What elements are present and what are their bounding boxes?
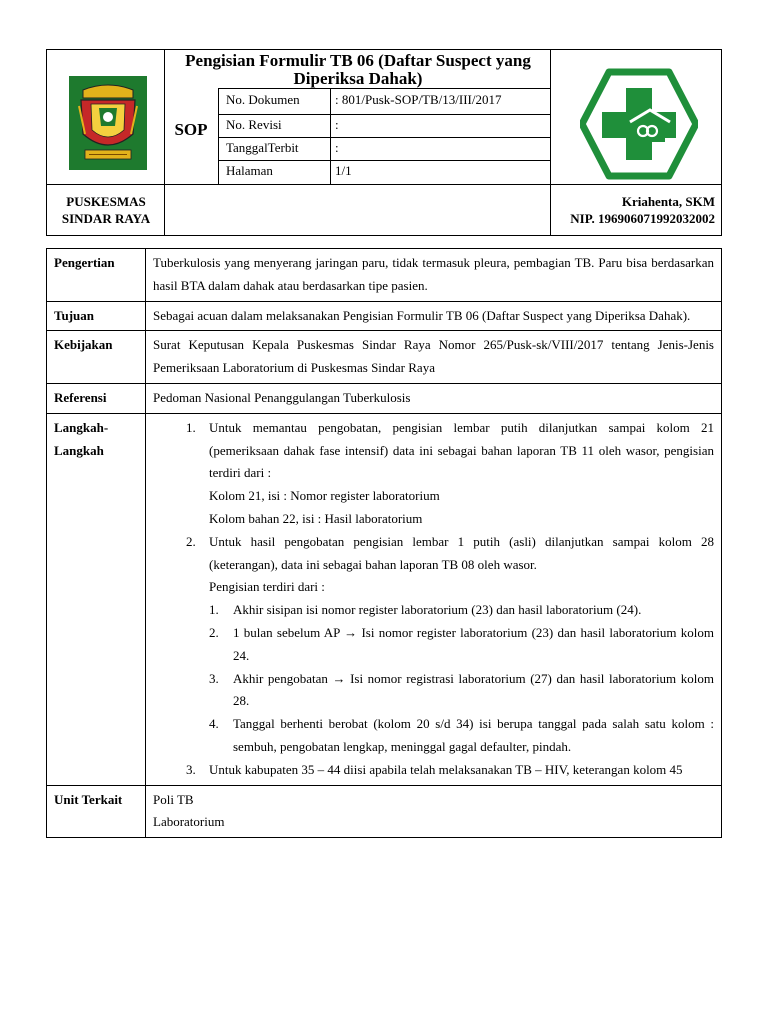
meta-label-tanggal-terbit: TanggalTerbit bbox=[226, 140, 299, 155]
row-label-langkah bbox=[47, 413, 146, 785]
header-divider bbox=[218, 88, 550, 89]
substep-number: 2. bbox=[209, 624, 219, 640]
table-row bbox=[47, 249, 722, 302]
substep-text: Akhir pengobatan → Isi nomor registrasi laboratorium (27) dan hasil laboratorium kolom 28. bbox=[233, 670, 714, 709]
list-item bbox=[209, 622, 714, 668]
list-item bbox=[153, 759, 714, 782]
header-divider bbox=[218, 137, 550, 138]
table-row bbox=[47, 331, 722, 384]
substeps-list bbox=[209, 599, 714, 759]
table-row bbox=[47, 301, 722, 331]
row-label-kebijakan: Kebijakan bbox=[47, 331, 146, 384]
signer-name: Kriahenta, SKM bbox=[621, 194, 715, 209]
header-divider bbox=[47, 184, 722, 185]
substep-text: 1 bulan sebelum AP → Isi nomor register laboratorium (23) dan hasil laboratorium kolom 24. bbox=[233, 624, 714, 663]
row-text-referensi: Pedoman Nasional Penanggulangan Tuberkulosis bbox=[146, 383, 722, 413]
list-item bbox=[209, 713, 714, 759]
sop-header bbox=[46, 49, 722, 236]
step-number: 2. bbox=[186, 533, 196, 549]
step-detail: Kolom bahan 22, isi : Hasil laboratorium bbox=[209, 510, 423, 526]
table-row bbox=[47, 413, 722, 785]
row-label-pengertian: Pengertian bbox=[47, 249, 146, 302]
row-label-tujuan: Tujuan bbox=[47, 301, 146, 331]
meta-value-halaman: 1/1 bbox=[335, 163, 352, 178]
row-label-unit-terkait: Unit Terkait bbox=[47, 785, 146, 838]
substep-number: 4. bbox=[209, 716, 219, 732]
table-row bbox=[47, 785, 722, 838]
header-divider bbox=[330, 88, 331, 184]
substep-text: Tanggal berhenti berobat (kolom 20 s/d 34) isi berupa tanggal pada salah satu kolom : sembuh, pengobatan lengkap, meninggal gagal defaulter, pindah. bbox=[233, 716, 714, 754]
header-divider bbox=[218, 88, 219, 184]
substep-number: 3. bbox=[209, 670, 219, 686]
header-divider bbox=[218, 160, 550, 161]
step-number: 3. bbox=[186, 761, 196, 777]
substep-text: Akhir sisipan isi nomor register laboratorium (23) dan hasil laboratorium (24). bbox=[233, 602, 642, 618]
step-detail: Pengisian terdiri dari : bbox=[209, 579, 325, 595]
header-divider bbox=[218, 114, 550, 115]
signer-nip: NIP. 196906071992032002 bbox=[570, 211, 715, 226]
organization-line: PUSKESMAS bbox=[66, 194, 146, 209]
step-text: Untuk hasil pengobatan pengisian lembar 1 putih (asli) dilanjutkan sampai kolom 28 (keterangan), data ini sebagai bahan laporan TB 08 oleh wasor. bbox=[209, 533, 714, 572]
document-title: Pengisian Formulir TB 06 (Daftar Suspect yang Diperiksa Dahak) bbox=[185, 51, 531, 88]
table-row bbox=[47, 383, 722, 413]
regency-emblem-icon bbox=[69, 76, 147, 170]
meta-label-halaman: Halaman bbox=[226, 163, 273, 178]
puskesmas-logo-icon bbox=[580, 68, 698, 180]
meta-value-no-revisi: : bbox=[335, 117, 339, 132]
meta-label-no-revisi: No. Revisi bbox=[226, 117, 282, 132]
unit-line: Poli TB bbox=[153, 791, 194, 807]
list-item bbox=[153, 531, 714, 759]
signer-block bbox=[515, 193, 715, 227]
meta-label-no-dokumen: No. Dokumen bbox=[226, 92, 300, 107]
meta-value-no-dokumen: : 801/Pusk-SOP/TB/13/III/2017 bbox=[335, 92, 502, 107]
organization-line: SINDAR RAYA bbox=[61, 211, 151, 226]
step-text: Untuk memantau pengobatan, pengisian lembar putih dilanjutkan sampai kolom 21 (pemeriksaan dahak fase intensif) data ini sebagai bahan laporan TB 11 oleh wasor, pengisian terdiri dari : bbox=[209, 419, 714, 481]
list-item bbox=[209, 599, 714, 622]
label-line: Langkah bbox=[54, 442, 104, 458]
step-number: 1. bbox=[186, 419, 196, 435]
sop-label: SOP bbox=[174, 120, 208, 139]
unit-line: Laboratorium bbox=[153, 814, 225, 830]
label-line: Langkah- bbox=[54, 419, 109, 435]
list-item bbox=[209, 668, 714, 714]
substep-number: 1. bbox=[209, 602, 219, 618]
row-text-tujuan: Sebagai acuan dalam melaksanakan Pengisian Formulir TB 06 (Daftar Suspect yang Diperiksa Dahak). bbox=[146, 301, 722, 331]
sop-content-table bbox=[46, 248, 722, 838]
steps-list bbox=[153, 417, 714, 782]
row-text-pengertian: Tuberkulosis yang menyerang jaringan paru, tidak termasuk pleura, pembagian TB. Paru bisa berdasarkan hasil BTA dalam dahak atau berdasarkan tipe pasien. bbox=[146, 249, 722, 302]
meta-value-tanggal-terbit: : bbox=[335, 140, 339, 155]
row-text-unit-terkait bbox=[146, 785, 722, 838]
organization-name bbox=[47, 193, 165, 227]
row-label-referensi: Referensi bbox=[47, 383, 146, 413]
step-text: Untuk kabupaten 35 – 44 diisi apabila telah melaksanakan TB – HIV, keterangan kolom 45 bbox=[209, 761, 683, 777]
row-steps-langkah bbox=[146, 413, 722, 785]
step-detail: Kolom 21, isi : Nomor register laboratorium bbox=[209, 488, 440, 504]
list-item bbox=[153, 417, 714, 531]
row-text-kebijakan: Surat Keputusan Kepala Puskesmas Sindar Raya Nomor 265/Pusk-sk/VIII/2017 tentang Jenis-Jenis Pemeriksaan Laboratorium di Puskesmas Sindar Raya bbox=[146, 331, 722, 384]
